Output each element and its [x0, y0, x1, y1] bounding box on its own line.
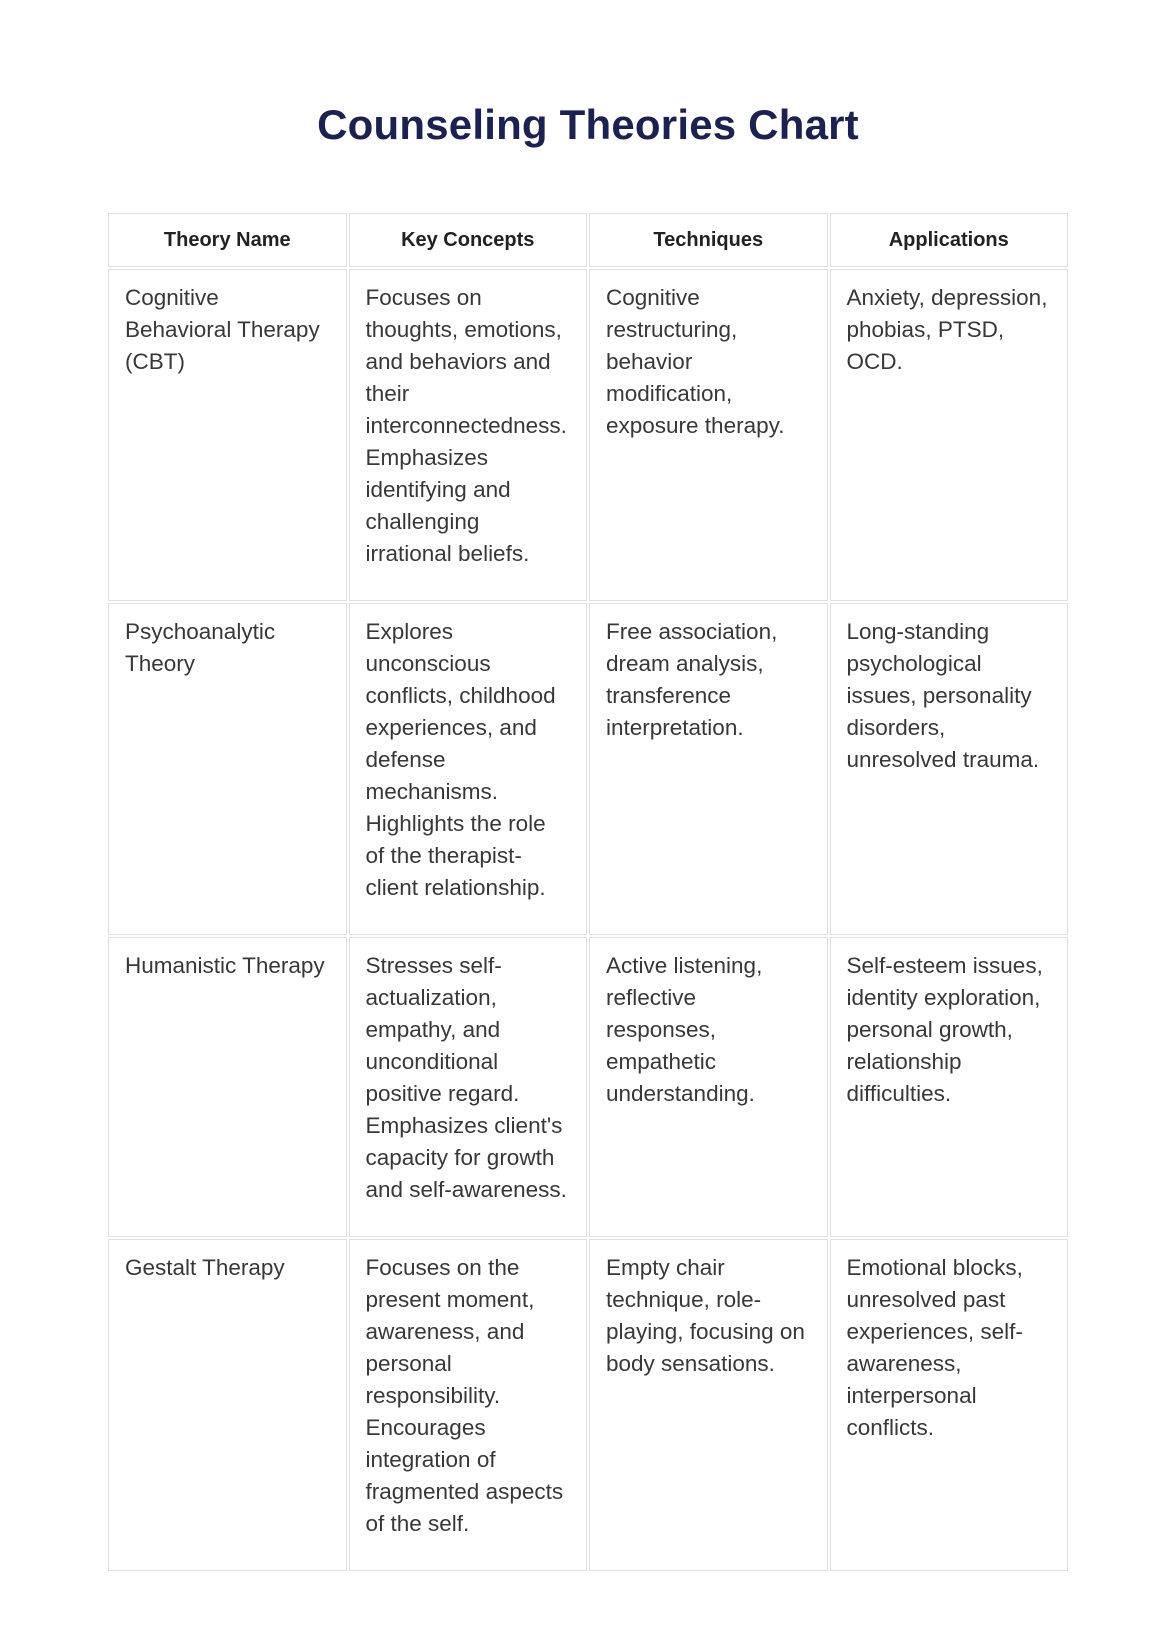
page-title: Counseling Theories Chart: [317, 101, 859, 148]
cell-theory-name: Humanistic Therapy: [108, 937, 347, 1237]
table-row-gestalt: [108, 1239, 1068, 1571]
cell-key-concepts: Stresses self-actualization, empathy, and unconditional positive regard. Emphasizes client's capacity for growth and self-awareness.: [349, 937, 588, 1237]
cell-techniques: Active listening, reflective responses, empathetic understanding.: [589, 937, 828, 1237]
table-body: [108, 269, 1068, 1571]
counseling-theories-table: [106, 211, 1070, 1573]
column-header-techniques: Techniques: [589, 213, 828, 267]
cell-techniques: Empty chair technique, role-playing, focusing on body sensations.: [589, 1239, 828, 1571]
cell-key-concepts: Focuses on the present moment, awareness, and personal responsibility. Encourages integration of fragmented aspects of the self.: [349, 1239, 588, 1571]
column-header-key-concepts: Key Concepts: [349, 213, 588, 267]
table-row-humanistic: [108, 937, 1068, 1237]
cell-applications: Self-esteem issues, identity exploration, personal growth, relationship difficulties.: [830, 937, 1069, 1237]
cell-techniques: Cognitive restructuring, behavior modification, exposure therapy.: [589, 269, 828, 601]
cell-applications: Emotional blocks, unresolved past experiences, self-awareness, interpersonal conflicts.: [830, 1239, 1069, 1571]
table-row-cbt: [108, 269, 1068, 601]
cell-key-concepts: Focuses on thoughts, emotions, and behaviors and their interconnectedness. Emphasizes identifying and challenging irrational beliefs.: [349, 269, 588, 601]
column-header-theory-name: Theory Name: [108, 213, 347, 267]
document-content: [106, 0, 1070, 1573]
cell-techniques: Free association, dream analysis, transference interpretation.: [589, 603, 828, 935]
table-header-row: [108, 213, 1068, 267]
table-row-psychoanalytic: [108, 603, 1068, 935]
cell-theory-name: Psychoanalytic Theory: [108, 603, 347, 935]
cell-applications: Long-standing psychological issues, personality disorders, unresolved trauma.: [830, 603, 1069, 935]
column-header-applications: Applications: [830, 213, 1069, 267]
table-header: [108, 213, 1068, 267]
cell-key-concepts: Explores unconscious conflicts, childhood experiences, and defense mechanisms. Highlights the role of the therapist-client relationship.: [349, 603, 588, 935]
cell-theory-name: Cognitive Behavioral Therapy (CBT): [108, 269, 347, 601]
cell-applications: Anxiety, depression, phobias, PTSD, OCD.: [830, 269, 1069, 601]
cell-theory-name: Gestalt Therapy: [108, 1239, 347, 1571]
